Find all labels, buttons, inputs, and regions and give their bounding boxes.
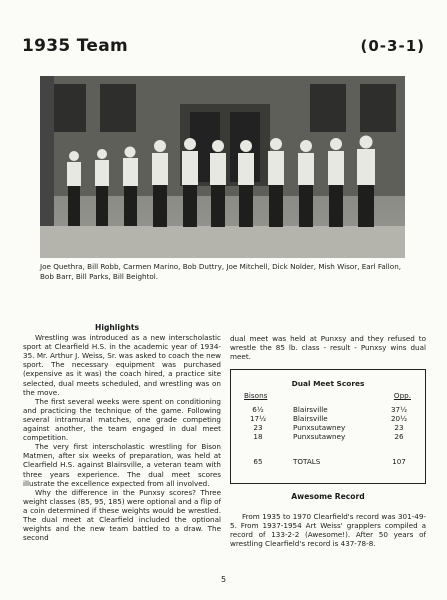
opponent-score: 37½	[390, 405, 408, 414]
opponent-name: Punxsutawney	[293, 432, 346, 441]
table-row	[231, 414, 425, 423]
season-record: (0-3-1)	[360, 37, 425, 55]
table-row	[231, 432, 425, 441]
opponent-score: 26	[394, 432, 404, 441]
table-row	[231, 423, 425, 432]
opponent-score: 20½	[390, 414, 408, 423]
page-number: 5	[220, 575, 227, 584]
table-title: Dual Meet Scores	[291, 379, 365, 388]
totals-row	[231, 457, 425, 466]
awesome-record-text: From 1935 to 1970 Clearfield's record was 301-49-5. From 1937-1954 Art Weiss' grapplers compiled a record of 133-2-2 (Awesome!). After 50 years of wrestling Clearfield's record is 437-78-8.	[230, 512, 426, 549]
bisons-score: 17½	[249, 414, 267, 423]
highlights-paragraph: Wrestling was introduced as a new interscholastic sport at Clearfield H.S. in the academic year of 1934-35. Mr. Arthur J. Weiss, Sr. was asked to coach the new sport. The necessary equipment was purchased (expensive as it was) the coach hired, a practice site selected, dual meets scheduled, and wrestling was on the move.	[23, 333, 221, 397]
photo-caption: Joe Quethra, Bill Robb, Carmen Marino, Bob Duttry, Joe Mitchell, Dick Nolder, Mish Wisor, Earl Fallon, Bob Barr, Bill Parks, Bill Beightol.	[40, 262, 402, 281]
totals-label: TOTALS	[293, 457, 321, 466]
column-header-opp: Opp.	[393, 391, 411, 400]
bisons-score: 18	[253, 432, 263, 441]
page-title: 1935 Team	[22, 36, 128, 56]
highlights-column	[23, 323, 221, 542]
highlights-heading: Highlights	[95, 323, 139, 332]
awesome-record-column	[230, 512, 426, 548]
dual-meet-scores-table	[230, 369, 426, 484]
bisons-total: 65	[253, 457, 263, 466]
highlights-continuation	[230, 334, 426, 361]
continuation-text: dual meet was held at Punxsy and they refused to wrestle the 85 lb. class - result - Punxsy wins dual meet.	[230, 334, 426, 362]
opponent-total: 107	[392, 457, 406, 466]
column-header-bisons: Bisons	[244, 391, 268, 400]
highlights-paragraph: The very first interscholastic wrestling for Bison Matmen, after six weeks of preparation, was held at Clearfield H.S. against Blairsville, a veteran team with three years experience. The dual meet scores illustrate the excellence expected from all involved.	[23, 442, 221, 488]
team-photo	[40, 76, 405, 258]
opponent-name: Blairsville	[293, 414, 328, 423]
opponent-name: Blairsville	[293, 405, 328, 414]
highlights-paragraph: The first several weeks were spent on conditioning and practicing the technique of the game. Following several intramural matches, one grade competing against another, the team engaged in dual meet competition.	[23, 396, 221, 443]
opponent-score: 23	[394, 423, 404, 432]
table-row	[231, 405, 425, 414]
awesome-record-heading: Awesome Record	[291, 492, 365, 501]
bisons-score: 6½	[252, 405, 264, 414]
highlights-paragraph: Why the difference in the Punxsy scores? Three weight classes (85, 95, 185) were optional and a flip of a coin determined if these weights would be wrestled. The dual meet at Clearfield included the optional weights and the new team battled to a draw. The second	[23, 487, 221, 543]
opponent-name: Punxsutawney	[293, 423, 346, 432]
bisons-score: 23	[253, 423, 263, 432]
